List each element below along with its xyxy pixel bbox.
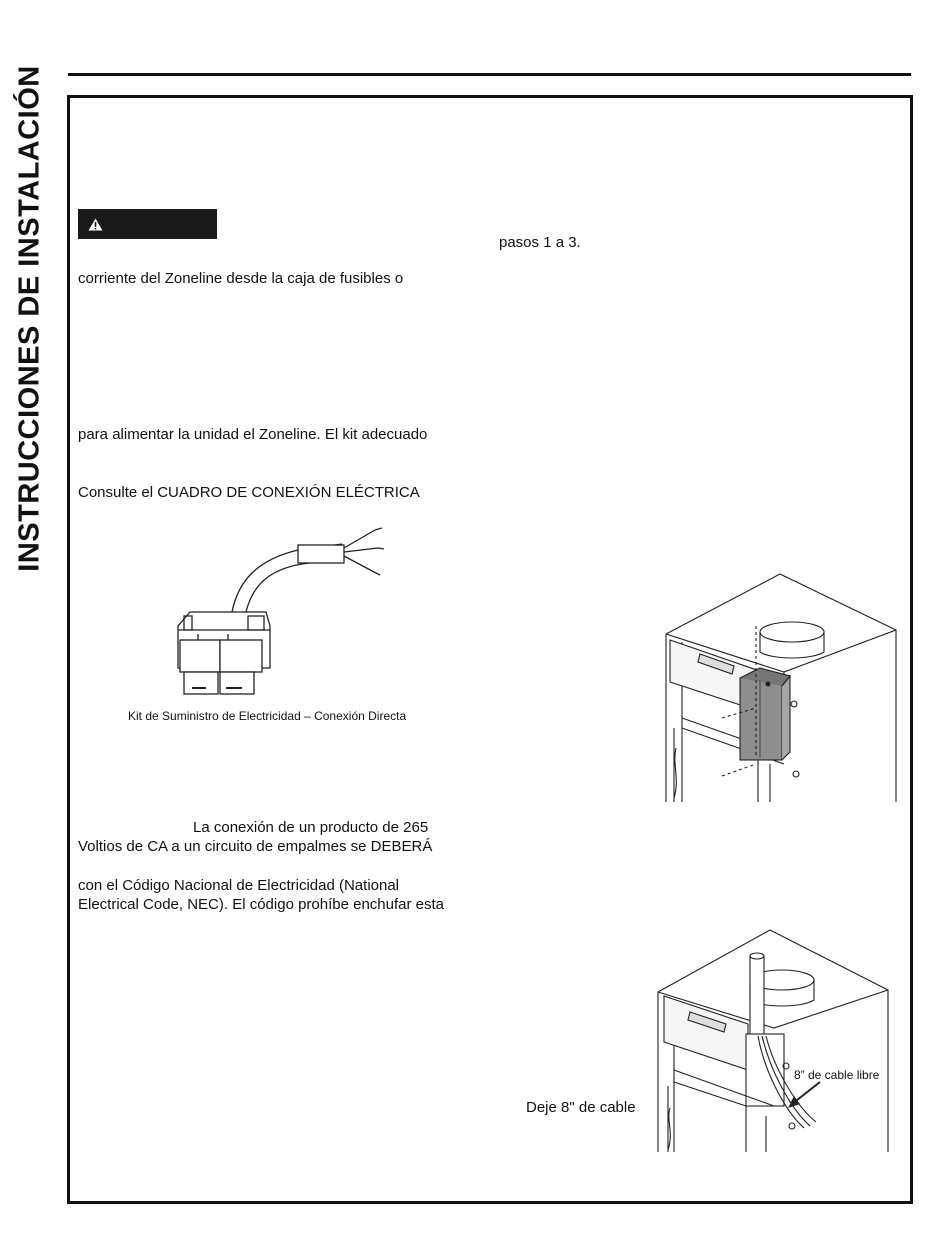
warning-bar — [78, 209, 217, 239]
body-line-3: Consulte el CUADRO DE CONEXIÓN ELÉCTRICA — [78, 484, 420, 501]
para-line-2: Voltios de CA a un circuito de empalmes se DEBERÁ — [78, 838, 433, 855]
para-line-1: La conexión de un producto de 265 — [193, 819, 429, 836]
kit-caption: Kit de Suministro de Electricidad – Conexión Directa — [128, 709, 407, 723]
para-line-4: Electrical Code, NEC). El código prohíbe enchufar esta — [78, 896, 445, 913]
steps-text: pasos 1 a 3. — [499, 234, 581, 251]
unit-cable-routing-illustration — [654, 920, 894, 1156]
warning-triangle-icon — [88, 218, 103, 231]
cable-free-label: 8” de cable libre — [794, 1068, 880, 1082]
unit-junction-box-illustration — [660, 568, 900, 804]
para-line-3: con el Código Nacional de Electricidad (National — [78, 877, 400, 894]
side-title: INSTRUCCIONES DE INSTALACIÓN — [13, 64, 46, 572]
power-cord-kit-illustration — [170, 520, 395, 700]
top-rule — [68, 73, 911, 76]
leave-cable-label: Deje 8" de cable — [526, 1099, 636, 1116]
body-line-1: corriente del Zoneline desde la caja de fusibles o — [78, 270, 404, 287]
body-line-2: para alimentar la unidad el Zoneline. El kit adecuado — [78, 426, 428, 443]
